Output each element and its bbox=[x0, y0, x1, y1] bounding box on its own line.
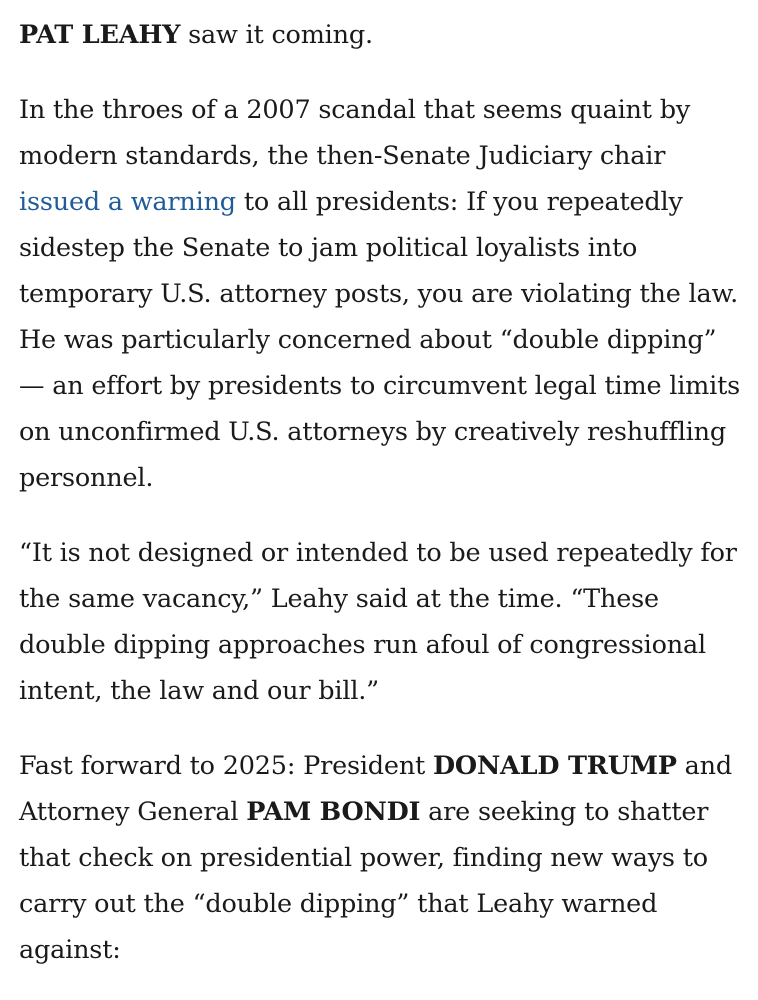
leahy-quote-text: “It is not designed or intended to be used repeatedly for the same vacancy,” Leahy said at the time. “These double dipping approaches run afoul of congressional intent, the law and our bill.” bbox=[19, 538, 737, 706]
background-text-start: In the throes of a 2007 scandal that seems quaint by modern standards, the then-Senate Judiciary chair bbox=[19, 95, 691, 171]
person-name-pat-leahy: PAT LEAHY bbox=[19, 20, 181, 50]
fast-forward-text-3: are seeking to shatter that check on presidential power, finding new ways to carry out the “double dipping” that Leahy warned against: bbox=[19, 797, 709, 965]
paragraph-quote bbox=[19, 530, 744, 714]
person-name-donald-trump: DONALD TRUMP bbox=[433, 751, 677, 781]
issued-warning-link[interactable]: issued a warning bbox=[19, 187, 236, 217]
paragraph-background bbox=[19, 87, 744, 501]
intro-text: saw it coming. bbox=[180, 20, 373, 50]
person-name-pam-bondi: PAM BONDI bbox=[246, 797, 421, 827]
fast-forward-text-1: Fast forward to 2025: President bbox=[19, 751, 434, 781]
background-text-end: to all presidents: If you repeatedly sidestep the Senate to jam political loyalists into temporary U.S. attorney posts, you are violating the law. He was particularly concerned about “double dipping” — an effort by presidents to circumvent legal time limits on unconfirmed U.S. attorneys by creatively reshuffling personnel. bbox=[19, 187, 741, 493]
fast-forward-text-2: and Attorney General bbox=[19, 751, 733, 827]
paragraph-fast-forward bbox=[19, 743, 744, 973]
article-body bbox=[19, 12, 744, 973]
paragraph-intro bbox=[19, 12, 744, 58]
